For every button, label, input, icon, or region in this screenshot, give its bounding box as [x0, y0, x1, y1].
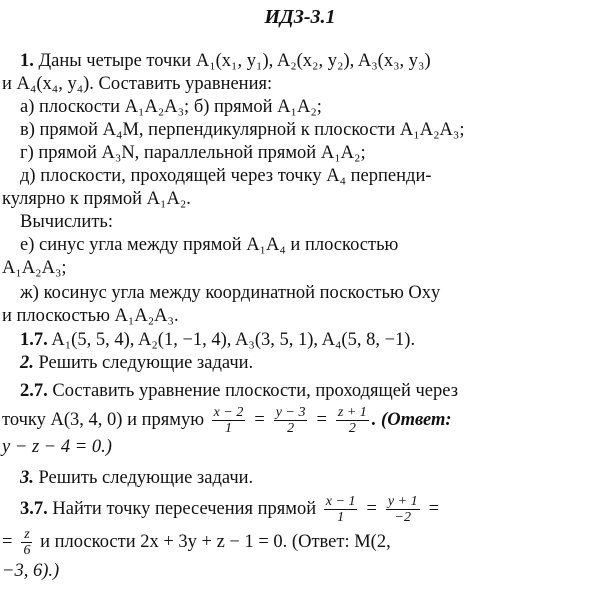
- problem-1-7-line: [20, 329, 415, 351]
- problem-1-line-1: [20, 50, 431, 72]
- equals-sign: =: [2, 532, 13, 552]
- problem-2-7-answer-open: . (Ответ:: [371, 410, 452, 430]
- equals-sign: =: [366, 499, 377, 519]
- problem-2-7-number: 2.7.: [20, 381, 48, 401]
- problem-1-line-2: и A₄(x₄, y₄). Составить уравнения:: [2, 74, 273, 94]
- equals-sign: =: [428, 499, 440, 519]
- equals-sign: =: [254, 410, 265, 430]
- section-3-heading: Решить следующие задачи.: [38, 468, 254, 488]
- problem-2-7-text-1: Составить уравнение плоскости, проходящей через: [52, 381, 459, 401]
- problem-1-item-d: д) плоскости, проходящей через точку A₄ перпенди-: [20, 166, 432, 186]
- problem-1-item-v: в) прямой A₄M, перпендикулярной к плоскости A₁A₂A₃;: [20, 120, 465, 140]
- fraction-y-1: $\frac{y + 1}{-2}$: [387, 494, 418, 526]
- fraction-y-3: $\frac{y - 3}{2}$: [275, 405, 306, 437]
- problem-1-item-g: г) прямой A₃N, параллельной прямой A₁A₂;: [20, 143, 366, 163]
- problem-3-7-answer: −3, 6).): [2, 561, 60, 581]
- problem-1-item-zh-cont: и плоскостью A₁A₂A₃.: [2, 306, 179, 326]
- problem-1-compute-heading: Вычислить:: [20, 212, 113, 232]
- fraction-z-1: $\frac{z + 1}{2}$: [337, 405, 367, 437]
- fraction-z-6: $\frac{z}{6}$: [23, 527, 31, 559]
- document-title: ИДЗ-3.1: [264, 6, 336, 28]
- problem-2-7-line-1: [20, 380, 458, 402]
- problem-3-7-text-1: Найти точку пересечения прямой: [52, 499, 317, 519]
- problem-1-item-zh: ж) косинус угла между координатной поскостью Oxy: [20, 283, 441, 303]
- section-2-number: 2.: [20, 353, 34, 373]
- fraction-x-2: $\frac{x - 2}{1}$: [213, 405, 244, 437]
- problem-3-7-line-2: [2, 527, 391, 558]
- equals-sign: =: [316, 410, 327, 430]
- problem-1-7-points: A₁(5, 5, 4), A₂(1, −1, 4), A₃(3, 5, 1), A₄(5, 8, −1).: [51, 330, 416, 350]
- section-2-heading: Решить следующие задачи.: [38, 353, 254, 373]
- problem-1-7-number: 1.7.: [20, 330, 48, 350]
- problem-3-7-number: 3.7.: [20, 499, 48, 519]
- problem-1-item-a-b: а) плоскости A₁A₂A₃; б) прямой A₁A₂;: [20, 97, 322, 117]
- problem-1-text-1: Даны четыре точки A₁(x₁, y₁), A₂(x₂, y₂), A₃(x₃, y₃): [38, 51, 431, 71]
- problem-2-7-answer: y − z − 4 = 0.): [2, 437, 112, 457]
- section-3-line: [20, 467, 253, 489]
- section-3-number: 3.: [20, 468, 34, 488]
- problem-3-7-line-1: [20, 494, 445, 525]
- problem-1-item-e: е) синус угла между прямой A₁A₄ и плоскостью: [20, 235, 399, 255]
- problem-2-7-text-2: точку A(3, 4, 0) и прямую: [2, 410, 205, 430]
- problem-2-7-line-2: [2, 405, 452, 436]
- problem-1-item-e-cont: A₁A₂A₃;: [2, 258, 67, 278]
- fraction-x-1: $\frac{x - 1}{1}$: [325, 494, 356, 526]
- section-2-line: [20, 352, 253, 374]
- problem-1-item-d-cont: кулярно к прямой A₁A₂.: [2, 189, 191, 209]
- problem-3-7-text-2: и плоскости 2x + 3y + z − 1 = 0. (Ответ: M(2,: [40, 532, 391, 552]
- problem-1-number: 1.: [20, 51, 34, 71]
